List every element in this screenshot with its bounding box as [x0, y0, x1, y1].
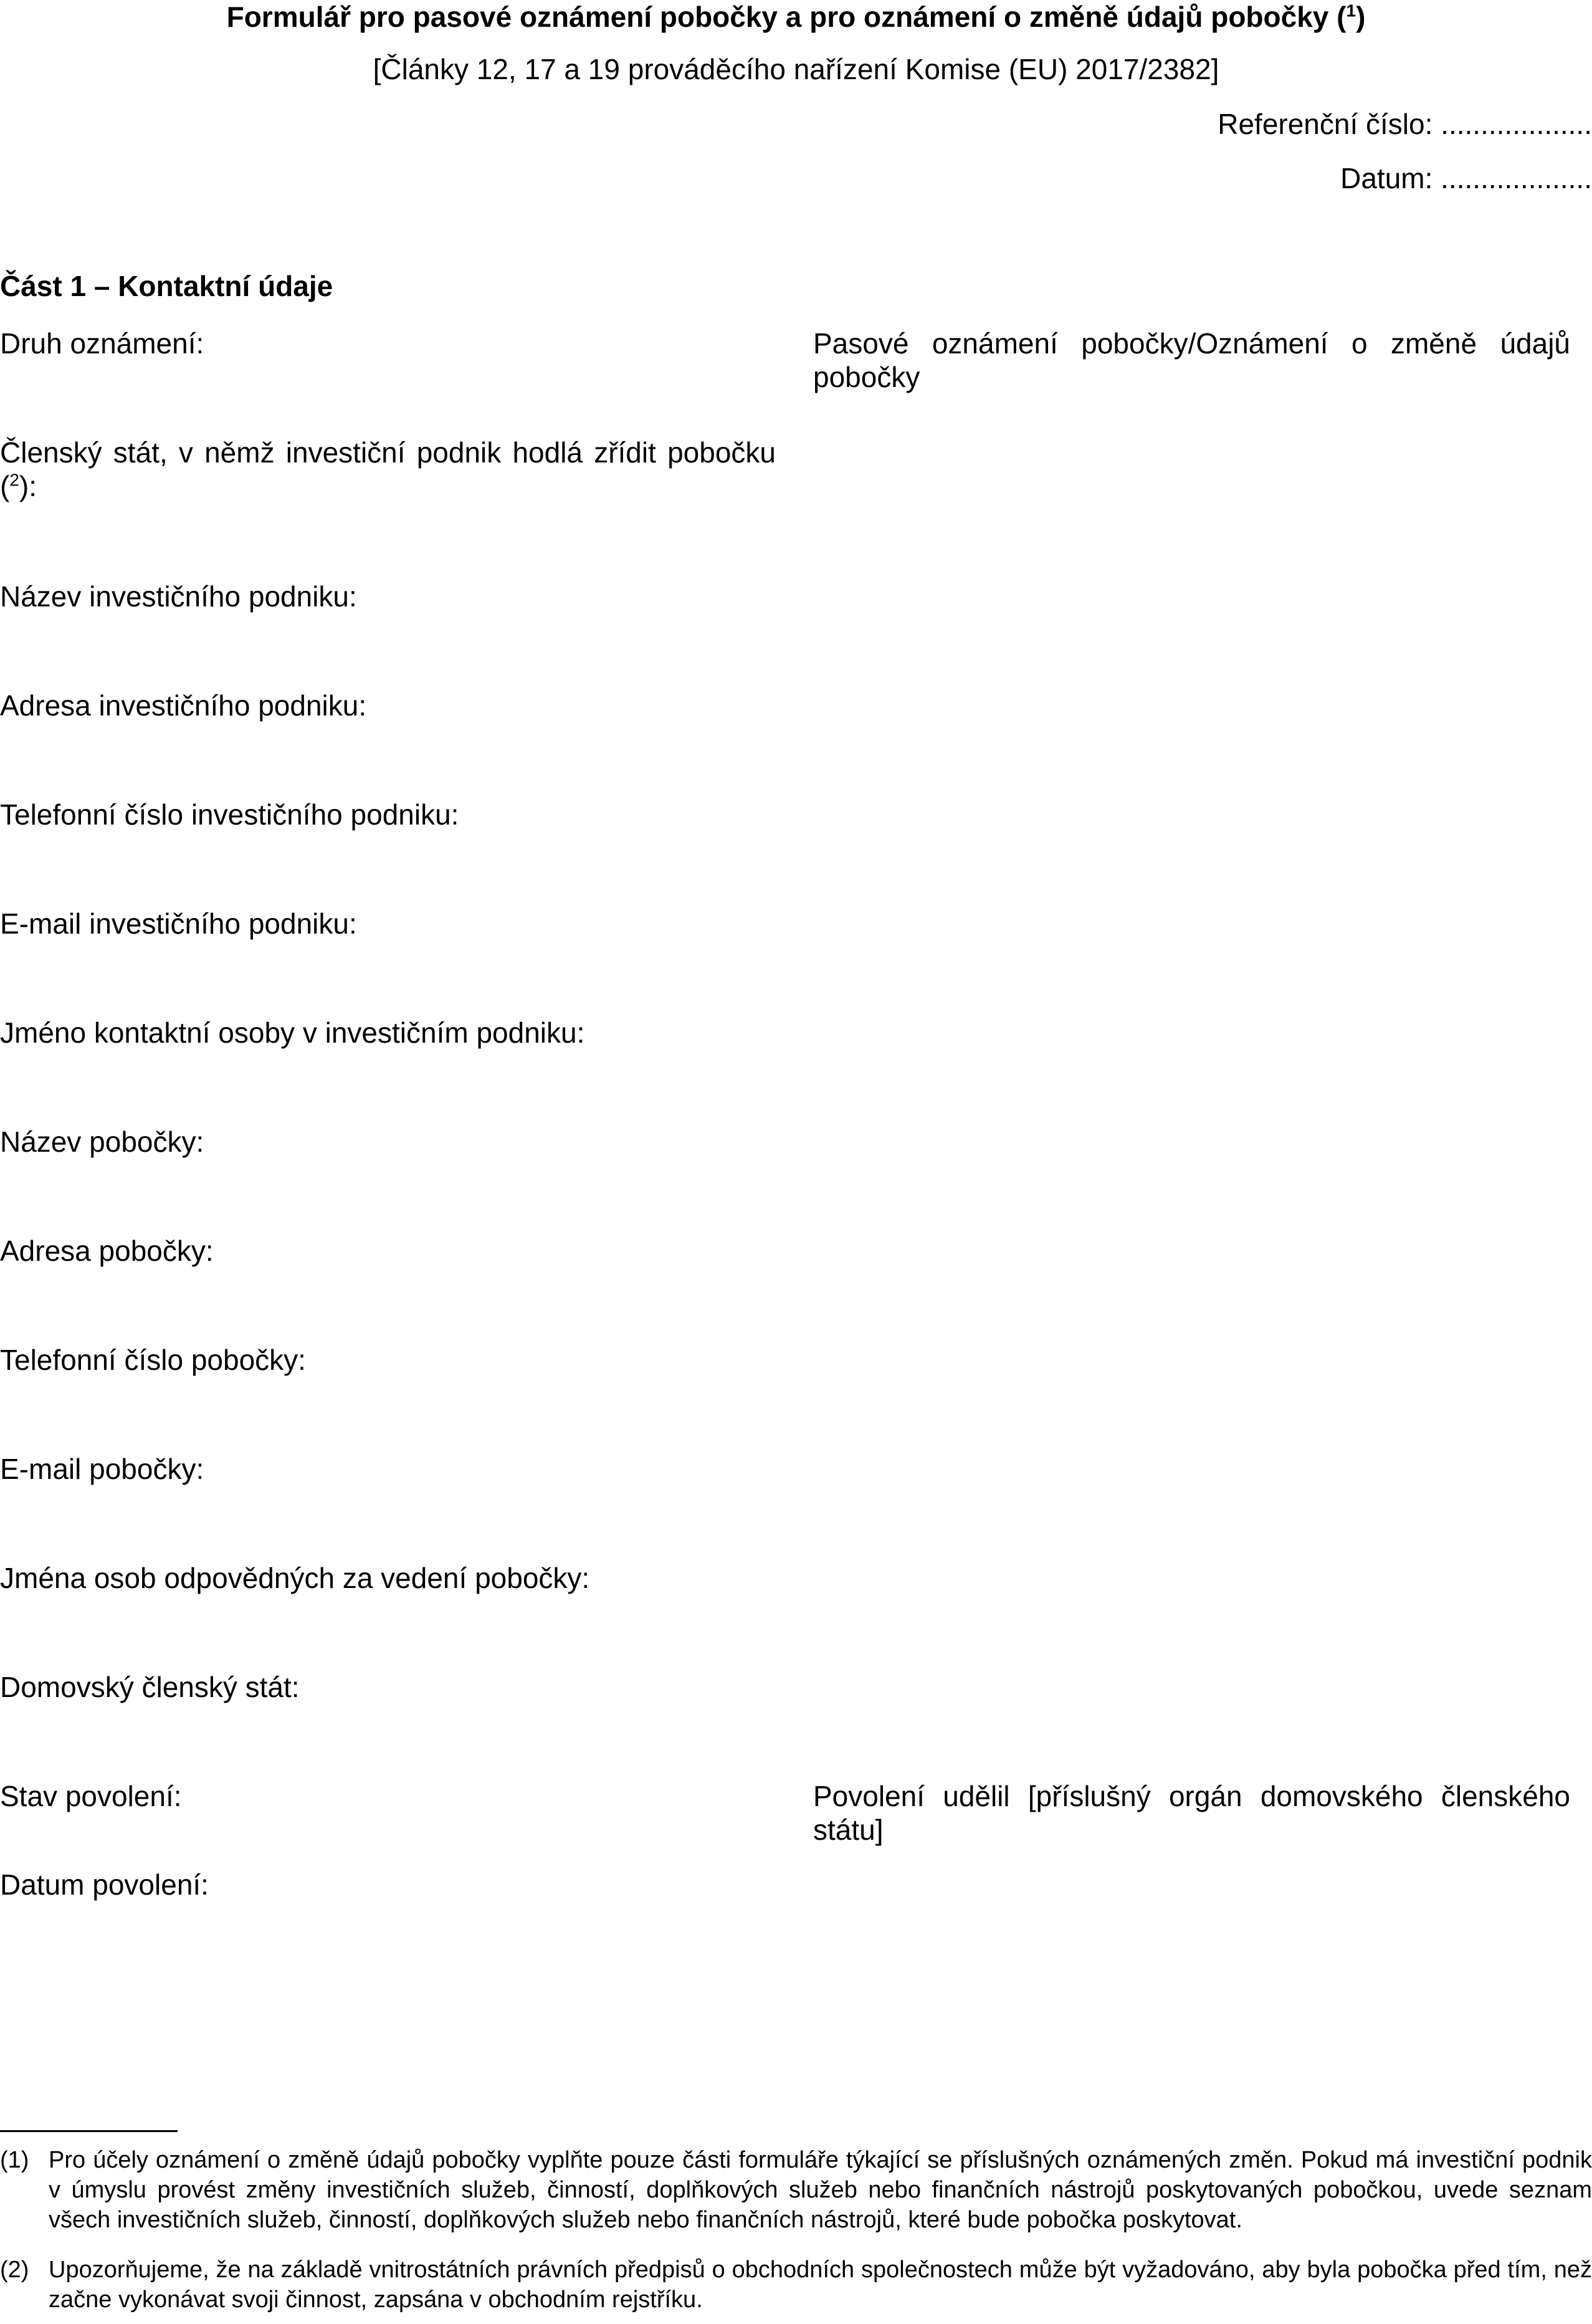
notification-type-value: Pasové oznámení pobočky/Oznámení o změně údajů pobočky [813, 327, 1570, 393]
date-field: Datum: ................... [1340, 162, 1592, 194]
member-state-label-text: Členský stát, v němž investiční podnik hodlá zřídit pobočku [0, 436, 776, 469]
authorisation-status-label: Stav povolení: [0, 1780, 182, 1812]
field-label-branch-address: Adresa pobočky: [0, 1235, 214, 1267]
field-label-branch-managers: Jména osob odpovědných za vedení pobočky: [0, 1562, 590, 1594]
field-label-firm-address: Adresa investičního podniku: [0, 689, 367, 722]
member-state-label [0, 436, 776, 503]
field-label-branch-phone: Telefonní číslo pobočky: [0, 1344, 306, 1376]
footnote-ref-open: ( [1337, 1, 1347, 33]
member-state-footnote-ref[interactable] [0, 470, 37, 502]
field-label-branch-email: E-mail pobočky: [0, 1453, 204, 1485]
field-label-firm-phone: Telefonní číslo investičního podniku: [0, 798, 459, 831]
field-label-home-member-state: Domovský členský stát: [0, 1671, 300, 1703]
field-label-contact-person: Jméno kontaktní osoby v investičním podniku: [0, 1016, 585, 1049]
footnote-ref-close: ) [1356, 1, 1366, 33]
field-label-firm-name: Název investičního podniku: [0, 580, 357, 613]
footnote-ref-open: ( [0, 470, 10, 502]
field-label-firm-email: E-mail investičního podniku: [0, 907, 357, 940]
authorisation-date-label: Datum povolení: [0, 1868, 209, 1901]
authorisation-status-value: Povolení udělil [příslušný orgán domovského členského státu] [813, 1780, 1570, 1846]
form-title-text: Formulář pro pasové oznámení pobočky a pro oznámení o změně údajů pobočky [226, 1, 1329, 33]
footnote-text: Upozorňujeme, že na základě vnitrostátních právních předpisů o obchodních společnostech může být vyžadováno, aby byla pobočka před tím, než začne vykonávat svoji činnost, zapsána v obchodním rejstříku. [49, 2257, 1592, 2313]
footnote-1 [0, 2145, 1592, 2245]
footnote-mark: (1) [0, 2147, 29, 2173]
section-heading: Část 1 – Kontaktní údaje [0, 270, 333, 302]
footnote-ref-number: 1 [1346, 1, 1356, 21]
footnote-separator [0, 2130, 178, 2132]
footnote-mark: (2) [0, 2257, 29, 2283]
footnote-2 [0, 2255, 1592, 2317]
footnote-ref-number: 2 [9, 470, 19, 490]
form-title [0, 0, 1592, 34]
field-label-branch-name: Název pobočky: [0, 1126, 204, 1158]
reference-number: Referenční číslo: ................... [1218, 108, 1592, 140]
footnote-ref-close: ): [19, 470, 37, 502]
notification-type-label: Druh oznámení: [0, 327, 204, 360]
footnote-text: Pro účely oznámení o změně údajů pobočky vyplňte pouze části formuláře týkající se příslušných oznámených změn. Pokud má investiční podnik v úmyslu provést změny investičních služeb, činností, doplňkových služeb nebo finančních nástrojů poskytovaných pobočkou, uvede seznam všech investičních služeb, činností, doplňkových služeb nebo finančních nástrojů, které bude pobočka poskytovat. [49, 2147, 1592, 2233]
form-subtitle: [Články 12, 17 a 19 prováděcího nařízení Komise (EU) 2017/2382] [373, 53, 1219, 85]
form-title-footnote-ref[interactable] [1337, 1, 1365, 33]
